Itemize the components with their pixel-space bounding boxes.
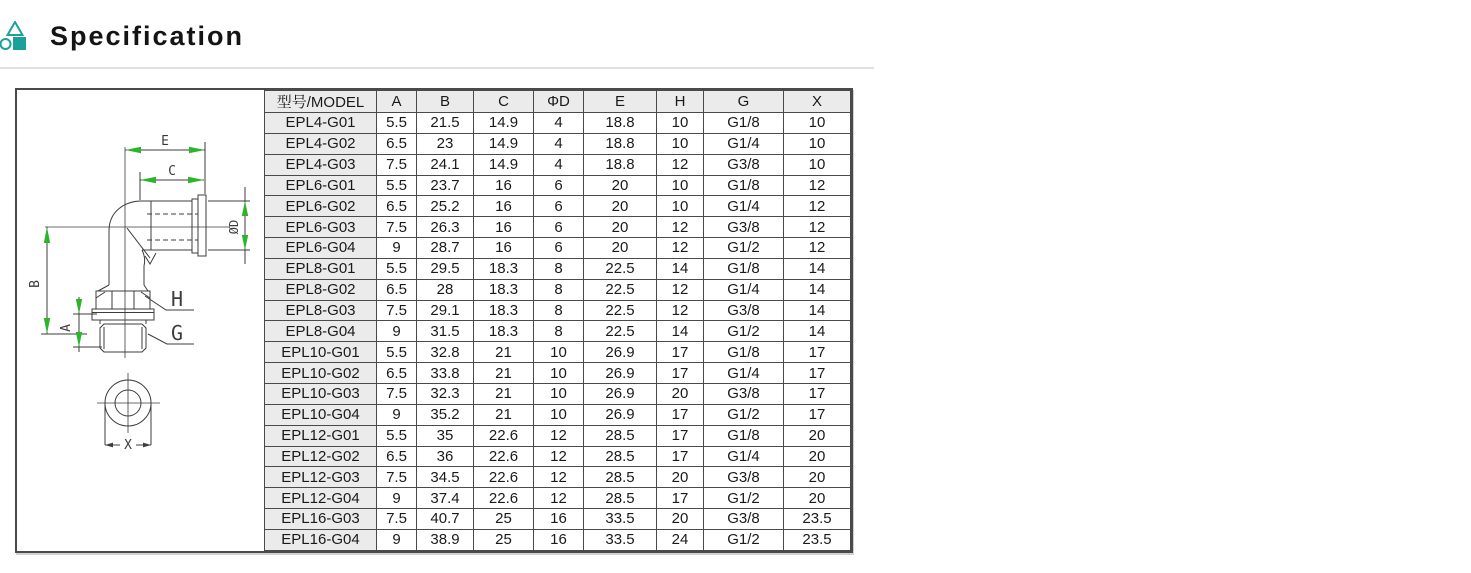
value-cell: 22.6 <box>474 425 534 446</box>
value-cell: G1/4 <box>704 279 784 300</box>
dim-label-d: ØD <box>227 219 241 235</box>
value-cell: G1/8 <box>704 258 784 279</box>
value-cell: 8 <box>534 321 584 342</box>
value-cell: 22.5 <box>584 279 657 300</box>
model-cell: EPL12-G01 <box>265 425 377 446</box>
value-cell: 14.9 <box>474 133 534 154</box>
value-cell: 14 <box>784 321 851 342</box>
value-cell: 23.5 <box>784 509 851 530</box>
dimension-e <box>125 134 205 194</box>
value-cell: 10 <box>534 383 584 404</box>
model-cell: EPL12-G03 <box>265 467 377 488</box>
value-cell: 22.5 <box>584 300 657 321</box>
value-cell: 36 <box>417 446 474 467</box>
table-header-row <box>265 91 851 113</box>
value-cell: 12 <box>657 154 704 175</box>
value-cell: 20 <box>657 467 704 488</box>
spec-table <box>264 90 851 551</box>
value-cell: 25 <box>474 529 534 550</box>
value-cell: 28.7 <box>417 238 474 259</box>
value-cell: 21 <box>474 383 534 404</box>
value-cell: G3/8 <box>704 154 784 175</box>
table-row <box>265 509 851 530</box>
dimension-b <box>28 227 87 334</box>
table-row <box>265 425 851 446</box>
model-cell: EPL10-G04 <box>265 404 377 425</box>
value-cell: G1/2 <box>704 404 784 425</box>
value-cell: 12 <box>657 300 704 321</box>
value-cell: 35.2 <box>417 404 474 425</box>
technical-drawing <box>17 90 264 551</box>
dimension-x <box>105 438 151 453</box>
model-cell: EPL6-G02 <box>265 196 377 217</box>
value-cell: 24.1 <box>417 154 474 175</box>
column-header: X <box>784 91 851 113</box>
value-cell: 10 <box>784 133 851 154</box>
value-cell: 12 <box>784 175 851 196</box>
value-cell: 16 <box>534 529 584 550</box>
callout-label-g: G <box>170 321 184 345</box>
value-cell: 10 <box>534 404 584 425</box>
value-cell: 14 <box>784 279 851 300</box>
value-cell: 20 <box>784 467 851 488</box>
value-cell: 8 <box>534 279 584 300</box>
value-cell: 4 <box>534 154 584 175</box>
table-row <box>265 133 851 154</box>
column-header: A <box>377 91 417 113</box>
value-cell: 17 <box>657 342 704 363</box>
value-cell: 14.9 <box>474 113 534 134</box>
value-cell: 5.5 <box>377 342 417 363</box>
value-cell: 6.5 <box>377 196 417 217</box>
model-cell: EPL8-G04 <box>265 321 377 342</box>
value-cell: 21 <box>474 342 534 363</box>
value-cell: 12 <box>784 217 851 238</box>
value-cell: 7.5 <box>377 300 417 321</box>
value-cell: 22.6 <box>474 467 534 488</box>
value-cell: 25.2 <box>417 196 474 217</box>
value-cell: 12 <box>784 196 851 217</box>
value-cell: 28.5 <box>584 446 657 467</box>
value-cell: G1/4 <box>704 446 784 467</box>
value-cell: 14 <box>657 321 704 342</box>
value-cell: 22.5 <box>584 258 657 279</box>
model-cell: EPL4-G01 <box>265 113 377 134</box>
value-cell: 17 <box>657 425 704 446</box>
callout-g <box>148 321 194 345</box>
column-header: C <box>474 91 534 113</box>
value-cell: 5.5 <box>377 113 417 134</box>
table-row <box>265 529 851 550</box>
value-cell: G1/4 <box>704 363 784 384</box>
model-cell: EPL12-G04 <box>265 488 377 509</box>
value-cell: G1/4 <box>704 133 784 154</box>
table-row <box>265 467 851 488</box>
value-cell: 31.5 <box>417 321 474 342</box>
value-cell: 9 <box>377 321 417 342</box>
value-cell: G1/2 <box>704 488 784 509</box>
column-header: E <box>584 91 657 113</box>
model-cell: EPL8-G01 <box>265 258 377 279</box>
value-cell: 17 <box>784 342 851 363</box>
value-cell: 38.9 <box>417 529 474 550</box>
value-cell: 33.5 <box>584 529 657 550</box>
value-cell: 10 <box>657 196 704 217</box>
model-cell: EPL4-G03 <box>265 154 377 175</box>
value-cell: 7.5 <box>377 154 417 175</box>
callout-h <box>145 287 194 311</box>
table-row <box>265 446 851 467</box>
value-cell: 14 <box>784 258 851 279</box>
table-row <box>265 383 851 404</box>
value-cell: 28.5 <box>584 467 657 488</box>
value-cell: G3/8 <box>704 467 784 488</box>
value-cell: 6 <box>534 238 584 259</box>
value-cell: 10 <box>657 175 704 196</box>
model-cell: EPL4-G02 <box>265 133 377 154</box>
value-cell: 14.9 <box>474 154 534 175</box>
table-row <box>265 113 851 134</box>
value-cell: 26.9 <box>584 383 657 404</box>
model-cell: EPL16-G04 <box>265 529 377 550</box>
value-cell: 12 <box>534 467 584 488</box>
value-cell: 16 <box>474 175 534 196</box>
value-cell: 20 <box>657 383 704 404</box>
value-cell: 18.3 <box>474 300 534 321</box>
model-cell: EPL6-G03 <box>265 217 377 238</box>
value-cell: G1/8 <box>704 342 784 363</box>
model-cell: EPL16-G03 <box>265 509 377 530</box>
value-cell: 17 <box>657 363 704 384</box>
model-cell: EPL10-G01 <box>265 342 377 363</box>
table-row <box>265 321 851 342</box>
value-cell: 6.5 <box>377 133 417 154</box>
table-row <box>265 404 851 425</box>
shapes-logo-icon <box>0 21 28 51</box>
value-cell: 17 <box>784 363 851 384</box>
value-cell: 5.5 <box>377 258 417 279</box>
value-cell: 20 <box>584 217 657 238</box>
value-cell: 25 <box>474 509 534 530</box>
value-cell: 21.5 <box>417 113 474 134</box>
column-header: G <box>704 91 784 113</box>
section-header <box>0 14 244 58</box>
value-cell: 23.7 <box>417 175 474 196</box>
value-cell: 17 <box>784 404 851 425</box>
table-row <box>265 154 851 175</box>
value-cell: 7.5 <box>377 217 417 238</box>
value-cell: 14 <box>657 258 704 279</box>
dim-label-c: C <box>168 164 176 179</box>
dim-label-x: X <box>124 438 132 453</box>
value-cell: 18.8 <box>584 154 657 175</box>
value-cell: 17 <box>784 383 851 404</box>
value-cell: 6 <box>534 175 584 196</box>
model-cell: EPL8-G02 <box>265 279 377 300</box>
table-body <box>265 113 851 551</box>
value-cell: 18.8 <box>584 113 657 134</box>
table-row <box>265 175 851 196</box>
value-cell: 7.5 <box>377 383 417 404</box>
model-cell: EPL10-G02 <box>265 363 377 384</box>
value-cell: 20 <box>657 509 704 530</box>
value-cell: 33.8 <box>417 363 474 384</box>
table-row <box>265 196 851 217</box>
value-cell: 18.8 <box>584 133 657 154</box>
value-cell: 10 <box>534 342 584 363</box>
table-row <box>265 279 851 300</box>
value-cell: 6 <box>534 196 584 217</box>
value-cell: 16 <box>474 217 534 238</box>
value-cell: 6.5 <box>377 363 417 384</box>
value-cell: 26.9 <box>584 404 657 425</box>
value-cell: 5.5 <box>377 425 417 446</box>
value-cell: 4 <box>534 133 584 154</box>
value-cell: 12 <box>657 238 704 259</box>
value-cell: 24 <box>657 529 704 550</box>
value-cell: 12 <box>534 446 584 467</box>
dimension-d <box>208 187 250 264</box>
value-cell: G1/2 <box>704 238 784 259</box>
value-cell: 12 <box>534 425 584 446</box>
value-cell: 21 <box>474 363 534 384</box>
value-cell: 20 <box>584 196 657 217</box>
dim-label-e: E <box>161 134 169 149</box>
column-header-model: 型号/MODEL <box>265 91 377 113</box>
value-cell: 26.9 <box>584 342 657 363</box>
value-cell: 17 <box>657 488 704 509</box>
model-cell: EPL6-G04 <box>265 238 377 259</box>
table-row <box>265 488 851 509</box>
value-cell: 17 <box>657 446 704 467</box>
dim-label-b: B <box>28 280 43 288</box>
value-cell: 10 <box>657 133 704 154</box>
value-cell: 12 <box>657 279 704 300</box>
value-cell: G3/8 <box>704 217 784 238</box>
header-divider <box>0 67 874 69</box>
value-cell: G1/2 <box>704 321 784 342</box>
value-cell: G3/8 <box>704 383 784 404</box>
model-cell: EPL8-G03 <box>265 300 377 321</box>
value-cell: 14 <box>784 300 851 321</box>
value-cell: 6 <box>534 217 584 238</box>
value-cell: 16 <box>534 509 584 530</box>
model-cell: EPL10-G03 <box>265 383 377 404</box>
value-cell: 16 <box>474 238 534 259</box>
value-cell: 34.5 <box>417 467 474 488</box>
value-cell: 9 <box>377 238 417 259</box>
value-cell: 6.5 <box>377 279 417 300</box>
value-cell: 40.7 <box>417 509 474 530</box>
table-row <box>265 300 851 321</box>
value-cell: 9 <box>377 529 417 550</box>
table-row <box>265 363 851 384</box>
value-cell: 12 <box>534 488 584 509</box>
value-cell: 10 <box>534 363 584 384</box>
value-cell: 5.5 <box>377 175 417 196</box>
value-cell: 12 <box>784 238 851 259</box>
value-cell: 20 <box>784 488 851 509</box>
column-header: H <box>657 91 704 113</box>
value-cell: 28 <box>417 279 474 300</box>
dimension-c <box>140 164 204 200</box>
value-cell: 35 <box>417 425 474 446</box>
value-cell: 26.3 <box>417 217 474 238</box>
model-cell: EPL6-G01 <box>265 175 377 196</box>
value-cell: 7.5 <box>377 467 417 488</box>
value-cell: 26.9 <box>584 363 657 384</box>
callout-label-h: H <box>170 287 184 311</box>
value-cell: 23 <box>417 133 474 154</box>
value-cell: 20 <box>784 446 851 467</box>
value-cell: G3/8 <box>704 300 784 321</box>
spec-panel <box>15 88 853 553</box>
value-cell: 29.1 <box>417 300 474 321</box>
table-row <box>265 258 851 279</box>
value-cell: 6.5 <box>377 446 417 467</box>
value-cell: 10 <box>784 113 851 134</box>
value-cell: 22.6 <box>474 488 534 509</box>
value-cell: 7.5 <box>377 509 417 530</box>
value-cell: 16 <box>474 196 534 217</box>
value-cell: 8 <box>534 258 584 279</box>
value-cell: 32.8 <box>417 342 474 363</box>
value-cell: 12 <box>657 217 704 238</box>
dim-label-a: A <box>59 324 74 332</box>
value-cell: 17 <box>657 404 704 425</box>
column-header: ΦD <box>534 91 584 113</box>
value-cell: G1/8 <box>704 175 784 196</box>
value-cell: G1/2 <box>704 529 784 550</box>
value-cell: 18.3 <box>474 321 534 342</box>
value-cell: 28.5 <box>584 425 657 446</box>
value-cell: 21 <box>474 404 534 425</box>
model-cell: EPL12-G02 <box>265 446 377 467</box>
value-cell: 18.3 <box>474 279 534 300</box>
value-cell: 20 <box>784 425 851 446</box>
table-row <box>265 342 851 363</box>
table-row <box>265 238 851 259</box>
value-cell: 28.5 <box>584 488 657 509</box>
value-cell: 32.3 <box>417 383 474 404</box>
value-cell: 22.5 <box>584 321 657 342</box>
elbow-fitting-front-view <box>92 195 206 352</box>
value-cell: 18.3 <box>474 258 534 279</box>
value-cell: G3/8 <box>704 509 784 530</box>
bottom-view <box>97 373 160 445</box>
value-cell: G1/8 <box>704 425 784 446</box>
value-cell: 10 <box>784 154 851 175</box>
value-cell: 33.5 <box>584 509 657 530</box>
value-cell: 20 <box>584 175 657 196</box>
value-cell: 4 <box>534 113 584 134</box>
value-cell: 29.5 <box>417 258 474 279</box>
value-cell: 23.5 <box>784 529 851 550</box>
page-title: Specification <box>50 20 245 51</box>
value-cell: G1/8 <box>704 113 784 134</box>
value-cell: 8 <box>534 300 584 321</box>
value-cell: 9 <box>377 488 417 509</box>
column-header: B <box>417 91 474 113</box>
table-row <box>265 217 851 238</box>
value-cell: 20 <box>584 238 657 259</box>
value-cell: 9 <box>377 404 417 425</box>
value-cell: 37.4 <box>417 488 474 509</box>
value-cell: G1/4 <box>704 196 784 217</box>
value-cell: 10 <box>657 113 704 134</box>
value-cell: 22.6 <box>474 446 534 467</box>
